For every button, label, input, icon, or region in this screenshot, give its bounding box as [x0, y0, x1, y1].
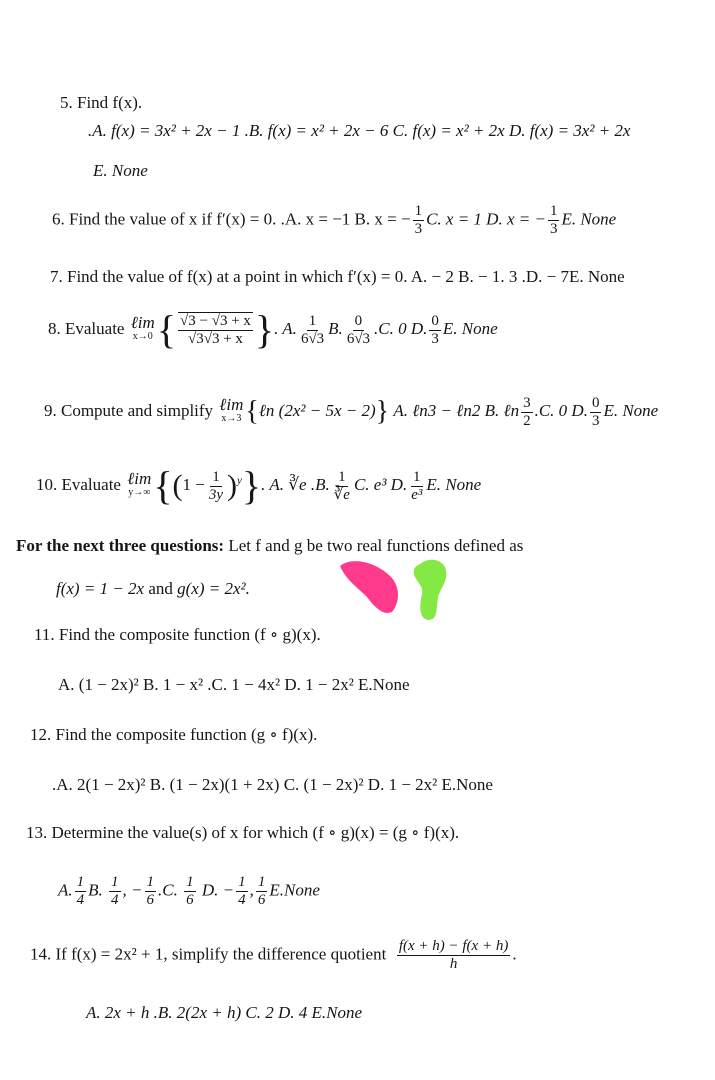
- q13-d1-den: 4: [238, 892, 246, 908]
- q12-stem: 12. Find the composite function (g ∘ f)(x).: [30, 725, 318, 744]
- intro-text: Let f and g be two real functions defined as: [224, 536, 524, 555]
- q10-left-brace: {: [153, 463, 173, 508]
- q13-opt-b: B.: [88, 880, 103, 900]
- q10-lim-text: ℓim: [127, 469, 152, 488]
- q10-one: 1 −: [182, 474, 205, 494]
- q8-frac-d: [429, 313, 441, 348]
- q10-d-num: 1: [413, 468, 421, 485]
- q6-end: E. None: [561, 209, 617, 229]
- q8-d-den: 3: [431, 330, 439, 347]
- q9-d-den: 3: [591, 412, 600, 429]
- q8-lead: 8. Evaluate: [48, 318, 125, 338]
- q9-frac-d: [590, 395, 602, 430]
- q13-c-num: 1: [186, 874, 194, 890]
- q6-fb-num: 1: [414, 203, 423, 219]
- q6-fd-den: 3: [549, 221, 558, 237]
- q11-options: A. (1 − 2x)² B. 1 − x² .C. 1 − 4x² D. 1 − 2x² E.None: [58, 675, 410, 694]
- q8-lim-sub: x→0: [132, 331, 153, 342]
- q10-exponent: y: [237, 474, 242, 487]
- q5-options: .A. f(x) = 3x² + 2x − 1 .B. f(x) = x² + 2x − 6 C. f(x) = x² + 2x D. f(x) = 3x² + 2x: [88, 121, 631, 140]
- q8-a-num: 1: [308, 312, 317, 329]
- q13-frac-d1: [236, 874, 248, 909]
- q13-options: [58, 874, 320, 909]
- q6-line: [52, 203, 616, 238]
- q10-b-num: 1: [338, 468, 346, 485]
- q8-opt-c: .C. 0 D.: [374, 318, 428, 338]
- q13-opt-c: .C.: [158, 880, 178, 900]
- q13-sep1: , −: [122, 880, 143, 900]
- q9-limit: [219, 395, 244, 426]
- q13-c-den: 6: [186, 892, 194, 908]
- q13-b1-den: 4: [111, 892, 119, 908]
- q10-right-brace: }: [241, 463, 262, 508]
- q5-stem: 5. Find f(x).: [60, 93, 143, 112]
- q6-fb-den: 3: [414, 221, 423, 237]
- q10-in-den: 3y: [208, 486, 224, 503]
- q8-right-brace: }: [254, 307, 275, 352]
- q8-b-den: 6√3: [346, 330, 371, 347]
- q8-main-fraction: [178, 312, 253, 348]
- q8-opt-a: . A.: [274, 318, 297, 338]
- q9-left-brace: {: [245, 396, 259, 427]
- q5-option-e: E. None: [93, 161, 148, 180]
- q10-opt-a: . A. ∛e .B.: [261, 474, 330, 494]
- q8-num: √3 − √3 + x: [180, 313, 251, 329]
- q13-frac-b1: [109, 874, 121, 909]
- q10-left-paren: (: [172, 469, 183, 502]
- q9-line: [44, 392, 658, 432]
- q13-a-den: 4: [76, 892, 85, 908]
- q13-end: E.None: [269, 880, 320, 900]
- q10-d-den: e³: [411, 486, 423, 503]
- q10-limit: [127, 469, 152, 500]
- q13-frac-b2: [145, 874, 157, 909]
- q11-stem: 11. Find the composite function (f ∘ g)(x).: [34, 625, 321, 644]
- q13-stem: 13. Determine the value(s) of x for which (f ∘ g)(x) = (g ∘ f)(x).: [26, 823, 460, 842]
- q14-lead: 14. If f(x) = 2x² + 1, simplify the difference quotient: [30, 944, 387, 964]
- q6-fraction-b: [413, 203, 425, 238]
- q6-lead: 6. Find the value of x if f′(x) = 0. .A. x = −1 B. x = −: [52, 209, 411, 229]
- q9-end: E. None: [603, 400, 659, 420]
- q6-mid: C. x = 1 D. x = −: [426, 209, 546, 229]
- q8-den: √3√3 + x: [187, 331, 243, 347]
- q9-lim-sub: x→3: [221, 413, 242, 424]
- def-and: and: [144, 579, 178, 598]
- q8-frac-a: [299, 313, 326, 348]
- q9-lim-text: ℓim: [219, 395, 244, 414]
- def-g: g(x) = 2x².: [177, 579, 250, 598]
- pink-highlight-stroke: [340, 561, 398, 613]
- q14-q-num: f(x + h) − f(x + h): [398, 938, 509, 954]
- q13-frac-d2: [256, 874, 268, 909]
- q9-opt-a: A. ℓn3 − ℓn2 B. ℓn: [393, 400, 520, 420]
- q10-inner-fraction: [207, 469, 225, 504]
- green-highlight-stroke: [414, 560, 447, 620]
- q6-fraction-d: [548, 203, 560, 238]
- q12-options: .A. 2(1 − 2x)² B. (1 − 2x)(1 + 2x) C. (1 − 2x)² D. 1 − 2x² E.None: [52, 775, 493, 794]
- q8-b-num: 0: [354, 312, 363, 329]
- q14-line: [30, 938, 517, 973]
- q13-d1-num: 1: [238, 874, 246, 890]
- q9-lead: 9. Compute and simplify: [44, 400, 214, 420]
- q7-line: 7. Find the value of f(x) at a point in which f′(x) = 0. A. − 2 B. − 1. 3 .D. − 7E. None: [50, 267, 625, 286]
- q8-frac-b: [345, 313, 372, 348]
- q10-lim-sub: y→∞: [128, 487, 151, 498]
- q14-difference-quotient: [397, 938, 511, 973]
- q13-opt-d: D. −: [201, 880, 235, 900]
- q10-b-den: ∛e: [333, 486, 350, 503]
- q10-frac-d: [409, 469, 424, 504]
- q13-sep2: ,: [249, 880, 254, 900]
- q8-d-num: 0: [431, 312, 439, 329]
- q9-expr: ℓn (2x² − 5x − 2): [258, 400, 376, 420]
- q9-right-brace: }: [375, 396, 390, 427]
- function-definitions: [56, 578, 250, 600]
- q13-opt-a: A.: [58, 880, 73, 900]
- q13-a-num: 1: [76, 874, 85, 890]
- q9-opt-c: .C. 0 D.: [534, 400, 588, 420]
- q10-frac-b: [332, 469, 352, 504]
- q9-b-num: 3: [523, 394, 531, 411]
- q6-fd-num: 1: [549, 203, 558, 219]
- q13-frac-c: [184, 874, 196, 909]
- q8-limit: [130, 313, 155, 344]
- q10-opt-c: C. e³ D.: [353, 474, 408, 494]
- q9-frac-b: [521, 395, 533, 430]
- q10-lead: 10. Evaluate: [36, 474, 121, 494]
- q13-d2-num: 1: [257, 874, 266, 890]
- q8-end: E. None: [442, 318, 498, 338]
- intro-bold: For the next three questions:: [16, 536, 225, 555]
- q13-frac-a: [75, 874, 87, 909]
- q13-b1-num: 1: [111, 874, 119, 890]
- q10-right-paren: ): [227, 469, 238, 502]
- q10-in-num: 1: [212, 468, 220, 485]
- q13-b2-den: 6: [146, 892, 155, 908]
- q8-a-den: 6√3: [300, 330, 325, 347]
- q14-q-den: h: [449, 956, 458, 972]
- q14-options: A. 2x + h .B. 2(2x + h) C. 2 D. 4 E.None: [86, 1003, 363, 1022]
- q13-d2-den: 6: [257, 892, 266, 908]
- q8-opt-b: B.: [328, 318, 343, 338]
- q13-b2-num: 1: [146, 874, 155, 890]
- q8-line: [48, 307, 498, 352]
- q8-left-brace: {: [156, 307, 177, 352]
- q8-lim-text: ℓim: [130, 313, 155, 332]
- q9-b-den: 2: [523, 412, 531, 429]
- q9-d-num: 0: [591, 394, 600, 411]
- q10-line: [36, 463, 482, 508]
- q10-end: E. None: [426, 474, 482, 494]
- q14-period: .: [512, 944, 517, 964]
- highlighter-marks: [322, 540, 462, 630]
- def-f: f(x) = 1 − 2x: [56, 579, 145, 598]
